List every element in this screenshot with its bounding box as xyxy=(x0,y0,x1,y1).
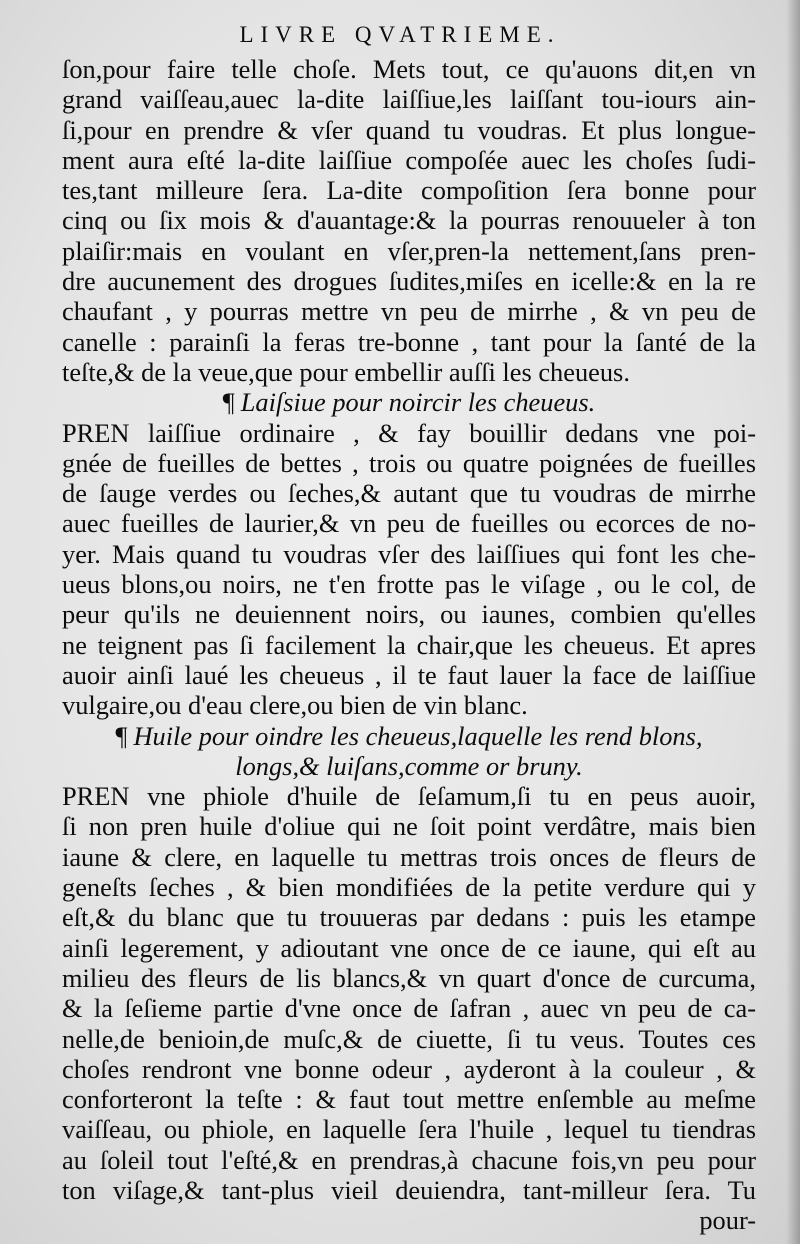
text-line: vaiſſeau, ou phiole, en laquelle ſera l'huile , lequel tu tiendras xyxy=(62,1114,756,1145)
text-line: conforteront la teſte : & faut tout mettre enſemble au meſme xyxy=(62,1084,756,1115)
text-line: auec fueilles de laurier,& vn peu de fueilles ou ecorces de no- xyxy=(62,508,756,539)
text-line: au ſoleil tout l'eſté,& en prendras,à chacune fois,vn peu pour xyxy=(62,1144,756,1175)
text-line: PREN vne phiole d'huile de ſeſamum,ſi tu en peus auoir, xyxy=(62,781,756,812)
text-line: plaiſir:mais en voulant en vſer,pren-la nettement,ſans pren- xyxy=(62,235,756,266)
text-line: eſt,& du blanc que tu trouueras par dedans : puis les etampe xyxy=(62,902,756,933)
text-line: iaune & clere, en laquelle tu mettras trois onces de fleurs de xyxy=(62,841,756,872)
heading-line-2: longs,& luiſans,comme or bruny. xyxy=(235,750,583,781)
text-line: vulgaire,ou d'eau clere,ou bien de vin blanc. xyxy=(62,690,528,721)
text-line: ſon,pour faire telle choſe. Mets tout, ce qu'auons dit,en vn xyxy=(62,54,756,84)
catchword: pour- xyxy=(699,1205,756,1236)
text-line: peur qu'ils ne deuiennent noirs, ou iaunes, combien qu'elles xyxy=(62,599,756,630)
text-line: chaufant , y pourras mettre vn peu de mirrhe , & vn peu de xyxy=(62,296,756,327)
text-line: auoir ainſi laué les cheueus , il te faut lauer la face de laiſſiue xyxy=(62,659,756,690)
text-line: gnée de fueilles de bettes , trois ou quatre poignées de fueilles xyxy=(62,447,756,478)
text-line: yer. Mais quand tu voudras vſer des laiſſiues qui font les che- xyxy=(62,538,756,569)
text-line: grand vaiſſeau,auec la-dite laiſſiue,les laiſſant tou-iours ain- xyxy=(62,84,756,115)
text-line: canelle : parainſi la feras tre-bonne , tant pour la ſanté de la xyxy=(62,326,756,357)
heading-line-1 xyxy=(62,721,756,751)
text-line: ſi,pour en prendre & vſer quand tu voudras. Et plus longue- xyxy=(62,114,756,145)
page-text xyxy=(62,54,756,1236)
text-line: ton viſage,& tant-plus vieil deuiendra, tant-milleur ſera. Tu xyxy=(62,1174,756,1205)
section-heading-1 xyxy=(62,387,756,417)
section-heading-2 xyxy=(62,721,756,782)
text-line: & la ſeſieme partie d'vne once de ſafran , auec vn peu de ca- xyxy=(62,993,756,1024)
text-line: teſte,& de la veue,que pour embellir auſſi les cheueus. xyxy=(62,356,630,387)
text-line: ueus blons,ou noirs, ne t'en frotte pas le viſage , ou le col, de xyxy=(62,569,756,600)
text-line: ainſi legerement, y adioutant vne once de ce iaune, qui eſt au xyxy=(62,932,756,963)
paragraph-3 xyxy=(62,781,756,1205)
text-line: ment aura eſté la-dite laiſſiue compoſée auec les choſes ſudi- xyxy=(62,144,756,175)
text-line: tes,tant milleure ſera. La-dite compoſition ſera bonne pour xyxy=(62,175,756,206)
text-line: nelle,de benioin,de muſc,& de ciuette, ſi tu veus. Toutes ces xyxy=(62,1023,756,1054)
paragraph-1 xyxy=(62,54,756,387)
running-head: LIVRE QVATRIEME. xyxy=(239,22,561,47)
text-line: cinq ou ſix mois & d'auantage:& la pourras renouueler à ton xyxy=(62,205,756,236)
pilcrow-icon: ¶ xyxy=(115,720,128,751)
page-edge-shadow xyxy=(786,0,800,1244)
text-line: milieu des fleurs de lis blancs,& vn quart d'once de curcuma, xyxy=(62,962,756,993)
text-line: PREN laiſſiue ordinaire , & fay bouillir dedans vne poi- xyxy=(62,417,756,448)
text-line: dre aucunement des drogues ſudites,miſes en icelle:& en la re xyxy=(62,266,756,297)
heading-text: Laiſsiue pour noircir les cheueus. xyxy=(240,387,596,418)
pilcrow-icon: ¶ xyxy=(222,387,235,418)
text-line: de ſauge verdes ou ſeches,& autant que tu voudras de mirrhe xyxy=(62,478,756,509)
text-line: geneſts ſeches , & bien mondifiées de la petite verdure qui y xyxy=(62,872,756,903)
text-line: ne teignent pas ſi facilement la chair,que les cheueus. Et apres xyxy=(62,629,756,660)
text-line: ſi non pren huile d'oliue qui ne ſoit point verdâtre, mais bien xyxy=(62,811,756,842)
paragraph-2 xyxy=(62,418,756,721)
heading-text: Huile pour oindre les cheueus,laquelle les rend blons, xyxy=(133,720,703,751)
text-line: choſes rendront vne bonne odeur , ayderont à la couleur , & xyxy=(62,1053,756,1084)
